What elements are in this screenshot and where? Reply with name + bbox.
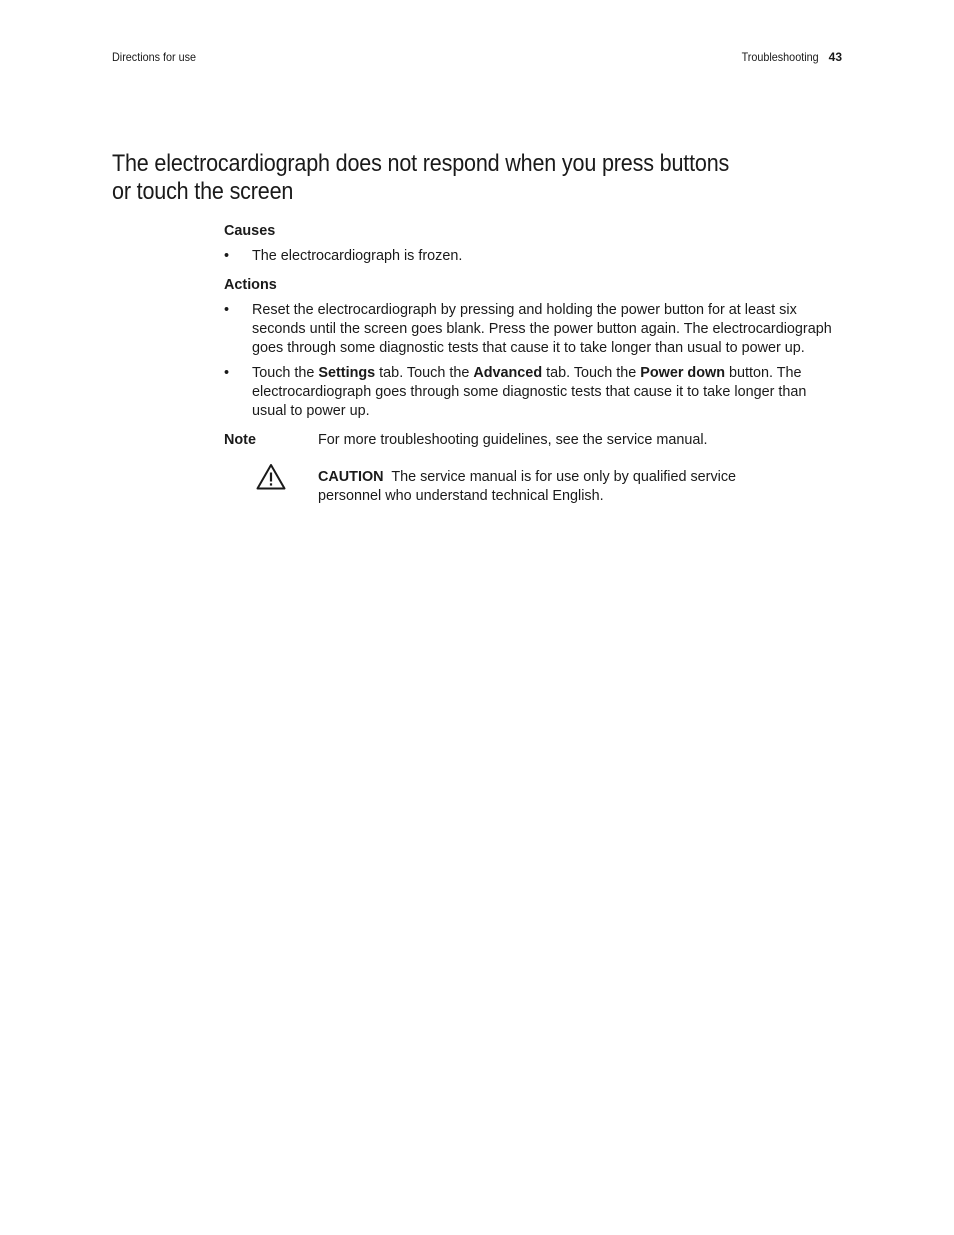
main-content	[224, 222, 834, 506]
list-item	[224, 247, 834, 266]
caution-text	[318, 468, 788, 506]
list-item	[224, 301, 834, 358]
actions-heading: Actions	[224, 277, 277, 293]
caution-block	[224, 468, 834, 506]
causes-heading: Causes	[224, 223, 276, 239]
text-run: tab. Touch the	[375, 365, 474, 381]
text-run: Touch the	[252, 365, 319, 381]
cause-text: The electrocardiograph is frozen.	[252, 248, 463, 264]
settings-tab-ref: Settings	[318, 365, 376, 381]
note-text: For more troubleshooting guidelines, see the service manual.	[318, 432, 708, 448]
warning-triangle-icon	[256, 463, 286, 491]
action-text-reset: Reset the electrocardiograph by pressing and holding the power button for at least six seconds until the screen goes blank. Press the power button again. The electrocardiograph goes through some diagnostic tests that cause it to take longer than usual to power up.	[252, 302, 832, 356]
note-label: Note	[224, 432, 256, 448]
actions-list	[224, 301, 834, 421]
bullet-marker: •	[224, 365, 230, 381]
running-header-left: Directions for use	[112, 50, 197, 64]
action-text-power-down	[252, 365, 806, 419]
causes-list	[224, 247, 834, 266]
caution-label: CAUTION	[318, 469, 384, 485]
text-run: button. The electrocardiograph goes through some diagnostic tests that cause it to take longer than usual to power up.	[252, 365, 807, 419]
note-row	[224, 431, 834, 451]
header-section-title: Troubleshooting	[741, 50, 819, 64]
page-title: The electrocardiograph does not respond when you press buttons or touch the screen	[112, 150, 730, 205]
running-header-right	[733, 50, 842, 64]
text-run: tab. Touch the	[542, 365, 641, 381]
caution-message: The service manual is for use only by qualified service personnel who understand technical English.	[318, 469, 737, 504]
advanced-tab-ref: Advanced	[473, 365, 543, 381]
bullet-marker: •	[224, 302, 230, 318]
page-number: 43	[828, 50, 842, 64]
power-down-button-ref: Power down	[640, 365, 725, 381]
bullet-marker: •	[224, 248, 230, 264]
list-item	[224, 364, 834, 421]
